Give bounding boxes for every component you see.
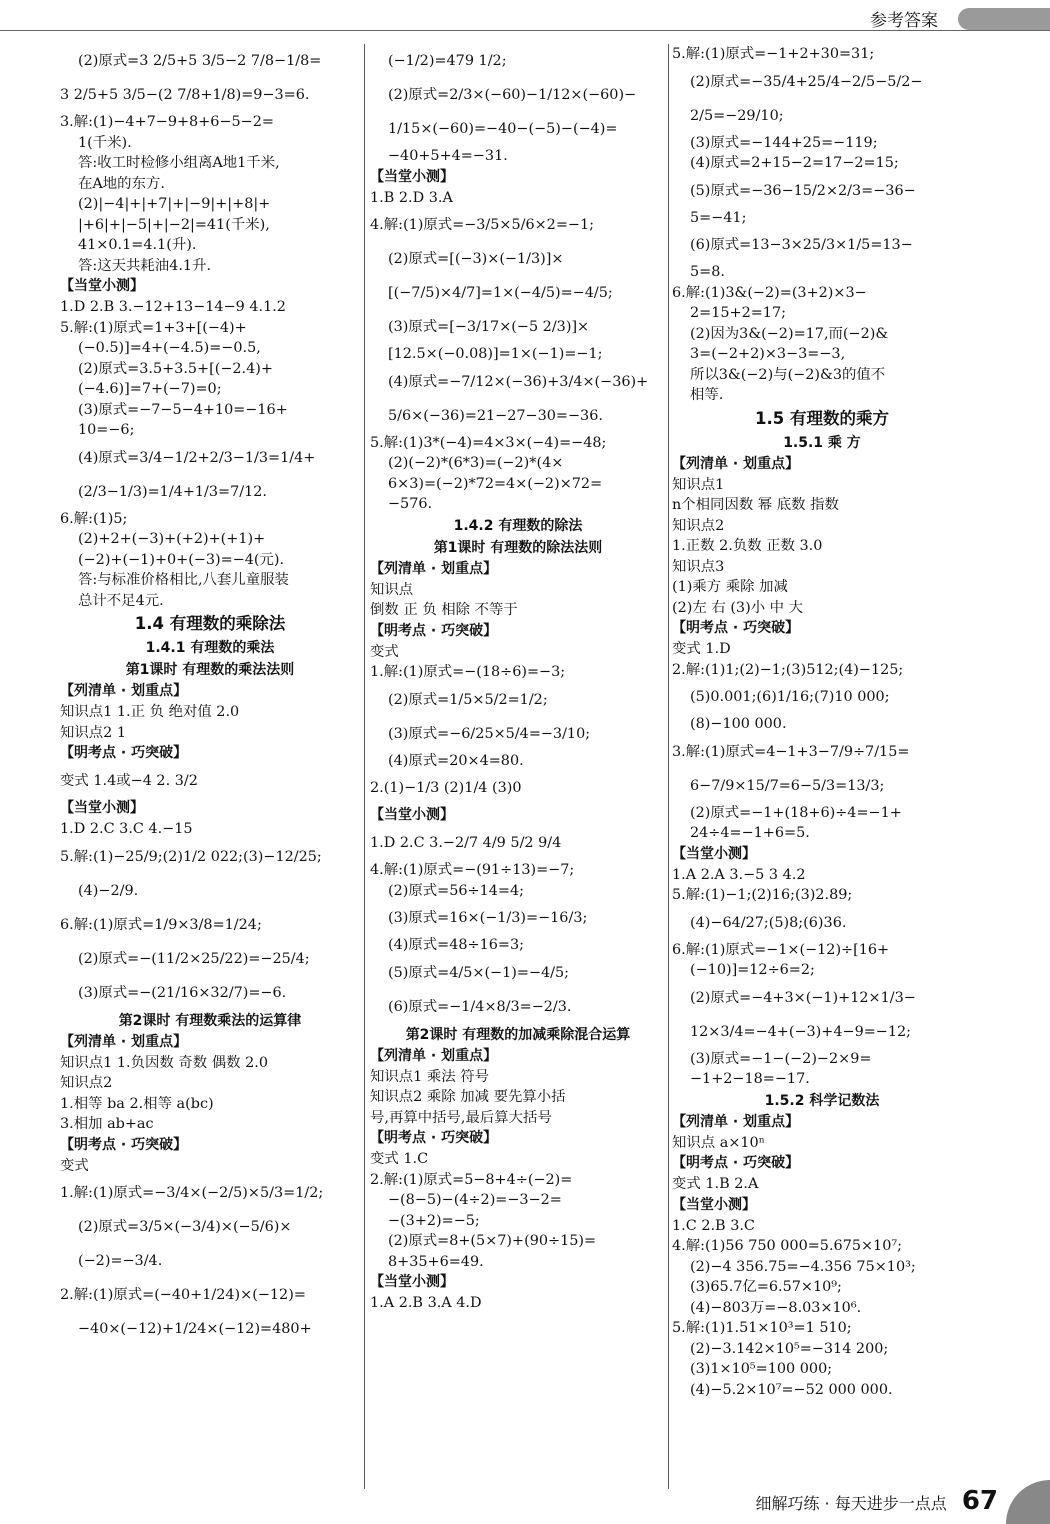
answer-line: −1+2−18=−17. [690,1071,810,1087]
header-title: 参考答案 [870,11,938,31]
answer-line: (8)−100 000. [690,716,787,732]
answer-line: 5=−41; [690,209,747,226]
answer-line: 5.解:(1)−25/9;(2)1/2 022;(3)−12/25; [60,848,322,865]
answer-line: 变式 [60,1157,89,1174]
answer-column-middle [370,44,666,1484]
answer-line: 5/6×(−36)=21−27−30=−36. [388,407,603,424]
answer-line: [(−7/5)×4/7]=1×(−4/5)=−4/5; [388,285,613,301]
answer-line: (2)左 右 (3)小 中 大 [672,599,804,616]
answer-line: 1.正数 2.负数 正数 3.0 [672,538,823,554]
answer-line: [12.5×(−0.08)]=1×(−1)=−1; [388,346,603,362]
answer-line: 1.解:(1)原式=−3/4×(−2/5)×5/3=1/2; [60,1185,324,1201]
answer-line: 2.解:(1)1;(2)−1;(3)512;(4)−125; [672,661,904,678]
section-title: 1.4 有理数的乘除法 [134,614,286,633]
answer-line: (−1/2)=479 1/2; [388,53,507,69]
section-tag: 【当堂小测】 [672,845,756,862]
answer-line: (5)0.001;(6)1/16;(7)10 000; [690,689,890,705]
subsection-title: 第1课时 有理数的乘法法则 [125,662,295,678]
answer-line: 5.解:(1)−1;(2)16;(3)2.89; [672,887,853,903]
answer-line: (4)原式=−7/12×(−36)+3/4×(−36)+ [388,373,649,390]
answer-line: (4)−2/9. [78,882,139,899]
answer-line: (2)原式=−35/4+25/4−2/5−5/2− [690,73,923,90]
subsection-title: 第2课时 有理数的加减乘除混合运算 [405,1026,631,1043]
answer-line: 4.解:(1)原式=−(91÷13)=−7; [370,862,575,878]
answer-line: 1.A 2.A 3.−5 3 4.2 [672,866,806,883]
answer-line: 1.D 2.B 3.−12+13−14−9 4.1.2 [60,299,286,315]
answer-line: (2)原式=1/5×5/2=1/2; [388,691,548,708]
answer-line: (6)原式=13−3×25/3×1/5=13− [690,237,913,253]
column-divider [668,44,669,1489]
answer-line: (2)原式=3 2/5+5 3/5−2 7/8−1/8= [78,53,322,69]
subsection-title: 1.5.2 科学记数法 [764,1092,880,1109]
answer-line: (2)+2+(−3)+(+2)+(+1)+ [78,531,266,547]
answer-line: −(3+2)=−5; [388,1212,480,1229]
section-tag: 【列清单 · 划重点】 [370,560,498,577]
section-tag: 【列清单 · 划重点】 [60,683,188,699]
answer-line: (3)原式=−144+25=−119; [690,134,878,151]
section-tag: 【明考点 · 巧突破】 [370,1130,498,1146]
answer-line: n个相同因数 幂 底数 指数 [672,497,839,513]
answer-line: −40×(−12)+1/24×(−12)=480+ [78,1321,312,1337]
answer-line: 1/15×(−60)=−40−(−5)−(−4)= [388,121,618,137]
answer-line: 变式 1.C [370,1151,429,1167]
answer-line: 3 2/5+5 3/5−(2 7/8+1/8)=9−3=6. [60,87,310,103]
answer-line: 倒数 正 负 相除 不等于 [370,602,518,618]
answer-line: 6.解:(1)原式=1/9×3/8=1/24; [60,916,262,933]
section-tag: 【明考点 · 巧突破】 [60,745,188,761]
answer-line: 1.D 2.C 3.−2/7 4/9 5/2 9/4 [370,835,562,851]
section-tag: 【明考点 · 巧突破】 [60,1136,188,1153]
answer-line: 10=−6; [78,422,135,438]
answer-line: 4.解:(1)56 750 000=5.675×10⁷; [672,1238,902,1254]
answer-line: (3)原式=[−3/17×(−5 2/3)]× [388,319,590,335]
corner-tab-decoration [1006,1480,1050,1524]
answer-line: (3)原式=16×(−1/3)=−16/3; [388,910,588,926]
answer-line: (6)原式=−1/4×8/3=−2/3. [388,998,572,1015]
answer-line: (3)65.7亿=6.57×10⁹; [690,1279,842,1295]
answer-line: (3)1×10⁵=100 000; [690,1361,833,1377]
subsection-title: 1.5.1 乘 方 [783,434,861,451]
answer-line: 5.解:(1)原式=−1+2+30=31; [672,46,875,62]
answer-line: 相等. [690,387,724,403]
answer-line: 2.解:(1)原式=(−40+1/24)×(−12)= [60,1287,306,1303]
subsection-title: 1.4.1 有理数的乘法 [145,640,275,656]
page-header [0,0,1050,34]
answer-line: 1.C 2.B 3.C [672,1217,755,1234]
header-rule [0,30,1050,31]
answer-line: (2)原式=56÷14=4; [388,882,524,899]
page-number: 67 [961,1486,998,1516]
answer-line: 变式 [370,643,399,660]
answer-line: (2)−4 356.75=−4.356 75×10³; [690,1258,916,1275]
answer-line: (−2)+(−1)+0+(−3)=−4(元). [78,551,285,568]
answer-line: 知识点 a×10ⁿ [672,1134,765,1151]
answer-line: −(8−5)−(4÷2)=−3−2= [388,1192,562,1208]
answer-line: 5.解:(1)原式=1+3+[(−4)+ [60,319,247,336]
answer-line: 号,再算中括号,最后算大括号 [370,1109,552,1126]
answer-line: 知识点 [370,581,414,598]
footer-slogan: 细解巧练 · 每天进步一点点 [755,1494,947,1513]
answer-line: 知识点2 1 [60,724,127,741]
answer-line: 知识点1 1.正 负 绝对值 2.0 [60,704,240,720]
answer-line: 6.解:(1)5; [60,510,128,527]
header-tab-decoration [958,8,1050,30]
answer-line: (3)原式=−1−(−2)−2×9= [690,1050,872,1067]
answer-line: (−10)]=12÷6=2; [690,962,815,978]
answer-line: 3.相加 ab+ac [60,1116,154,1132]
answer-line: 1.相等 ba 2.相等 a(bc) [60,1095,214,1112]
section-tag: 【列清单 · 划重点】 [60,1033,188,1050]
answer-line: 知识点2 [672,517,725,534]
answer-line: 知识点1 乘法 符号 [370,1068,490,1085]
answer-line: 知识点1 1.负因数 奇数 偶数 2.0 [60,1054,268,1071]
answer-line: 1.D 2.C 3.C 4.−15 [60,821,193,837]
answer-line: 1.解:(1)原式=−(18÷6)=−3; [370,664,566,680]
section-tag: 【当堂小测】 [672,1196,756,1213]
answer-line: (2)原式=3.5+3.5+[(−2.4)+ [78,360,273,377]
answer-line: −576. [388,496,433,512]
section-tag: 【列清单 · 划重点】 [672,455,800,472]
answer-line: (4)原式=2+15−2=17−2=15; [690,155,899,171]
answer-line: 3.解:(1)原式=4−1+3−7/9÷7/15= [672,743,910,760]
answer-line: (2)原式=−4+3×(−1)+12×1/3− [690,989,916,1006]
answer-line: −40+5+4=−31. [388,148,508,164]
subsection-title: 第2课时 有理数乘法的运算律 [118,1012,302,1029]
answer-line: 6×3)=(−2)*72=4×(−2)×72= [388,475,603,492]
answer-line: (2)原式=−1+(18+6)÷4=−1+ [690,804,902,821]
column-divider [364,44,365,1489]
answer-line: 2=15+2=17; [690,305,786,321]
answer-column-right [672,44,972,1484]
answer-line: (2)原式=[(−3)×(−1/3)]× [388,251,564,267]
section-tag: 【当堂小测】 [370,807,454,823]
answer-line: (3)原式=−7−5−4+10=−16+ [78,401,288,418]
answer-line: (2)|−4|+|+7|+|−9|+|+8|+ [78,196,271,212]
answer-line: (4)−64/27;(5)8;(6)36. [690,914,847,931]
answer-line: 答:与标准价格相比,八套儿童服装 [78,572,289,588]
section-tag: 【列清单 · 划重点】 [672,1113,800,1130]
answer-line: 知识点1 [672,476,725,493]
answer-line: 2/5=−29/10; [690,107,784,124]
subsection-title: 1.4.2 有理数的除法 [453,517,583,534]
answer-line: 1.B 2.D 3.A [370,189,453,206]
answer-line: (3)原式=−(21/16×32/7)=−6. [78,984,287,1001]
answer-line: 4.解:(1)原式=−3/5×5/6×2=−1; [370,217,594,233]
answer-line: 1(千米). [78,134,132,151]
answer-line: (−0.5)]=4+(−4.5)=−0.5, [78,340,261,356]
answer-line: 41×0.1=4.1(升). [78,237,197,253]
answer-line: 知识点2 乘除 加减 要先算小括 [370,1089,566,1105]
answer-line: 变式 1.4或−4 2. 3/2 [60,773,198,789]
answer-line: 所以3&(−2)与(−2)&3的值不 [690,366,886,383]
answer-line: |+6|+|−5|+|−2|=41(千米), [78,216,270,233]
section-tag: 【当堂小测】 [370,1274,454,1290]
answer-line: (−4.6)]=7+(−7)=0; [78,381,222,397]
answer-line: 8+35+6=49. [388,1253,484,1270]
section-tag: 【明考点 · 巧突破】 [370,622,498,639]
answer-line: 6−7/9×15/7=6−5/3=13/3; [690,777,885,794]
answer-line: (4)−5.2×10⁷=−52 000 000. [690,1381,893,1398]
answer-line: (4)原式=20×4=80. [388,752,524,769]
answer-line: 1.A 2.B 3.A 4.D [370,1295,482,1311]
answer-line: (2)−3.142×10⁵=−314 200; [690,1340,889,1357]
answer-line: 变式 1.D [672,641,731,657]
answer-line: (1)乘方 乘除 加减 [672,579,788,595]
answer-line: 6.解:(1)原式=−1×(−12)÷[16+ [672,941,890,958]
answer-line: 2.(1)−1/3 (2)1/4 (3)0 [370,780,522,796]
answer-line: 总计不足4元. [78,592,164,609]
answer-line: 12×3/4=−4+(−3)+4−9=−12; [690,1023,912,1040]
answer-line: (2)原式=−(11/2×25/22)=−25/4; [78,950,310,967]
answer-line: (2)原式=3/5×(−3/4)×(−5/6)× [78,1219,292,1235]
answer-line: 3.解:(1)−4+7−9+8+6−5−2= [60,114,274,130]
answer-line: (2)原式=2/3×(−60)−1/12×(−60)− [388,87,637,103]
section-title: 1.5 有理数的乘方 [755,408,889,428]
answer-column-left [60,44,360,1484]
answer-line: 5.解:(1)3*(−4)=4×3×(−4)=−48; [370,434,607,451]
answer-line: (4)−803万=−8.03×10⁶. [690,1299,862,1316]
subsection-title: 第1课时 有理数的除法法则 [433,539,603,556]
answer-line: 5.解:(1)1.51×10³=1 510; [672,1320,852,1336]
page-footer [755,1486,998,1516]
section-tag: 【当堂小测】 [60,278,144,294]
answer-line: (5)原式=−36−15/2×2/3=−36− [690,182,916,199]
answer-line: (4)原式=3/4−1/2+2/3−1/3=1/4+ [78,449,316,466]
answer-line: 24÷4=−1+6=5. [690,825,810,841]
section-tag: 【当堂小测】 [370,168,454,185]
answer-line: (2)(−2)*(6*3)=(−2)*(4× [388,455,564,471]
section-tag: 【当堂小测】 [60,800,144,816]
answer-line: (2)因为3&(−2)=17,而(−2)& [690,325,889,342]
section-tag: 【列清单 · 划重点】 [370,1047,498,1064]
answer-line: 答:收工时检修小组离A地1千米, [78,155,280,171]
answer-line: (2/3−1/3)=1/4+1/3=7/12. [78,483,267,500]
answer-line: (3)原式=−6/25×5/4=−3/10; [388,725,591,742]
answer-line: 3=(−2+2)×3−3=−3, [690,346,846,362]
answer-line: 在A地的东方. [78,175,165,192]
answer-line: 2.解:(1)原式=5−8+4÷(−2)= [370,1171,573,1188]
answer-line: 知识点2 [60,1075,113,1091]
answer-line: 6.解:(1)3&(−2)=(3+2)×3− [672,284,867,301]
answer-line: 答:这天共耗油4.1升. [78,257,212,274]
answer-line: 变式 1.B 2.A [672,1176,759,1192]
section-tag: 【明考点 · 巧突破】 [672,620,800,636]
answer-line: (2)原式=8+(5×7)+(90÷15)= [388,1233,597,1249]
answer-line: 知识点3 [672,558,725,575]
section-tag: 【明考点 · 巧突破】 [672,1155,800,1171]
answer-line: (5)原式=4/5×(−1)=−4/5; [388,964,570,981]
answer-line: (−2)=−3/4. [78,1253,163,1269]
answer-line: 5=8. [690,264,725,280]
answer-line: (4)原式=48÷16=3; [388,937,524,953]
